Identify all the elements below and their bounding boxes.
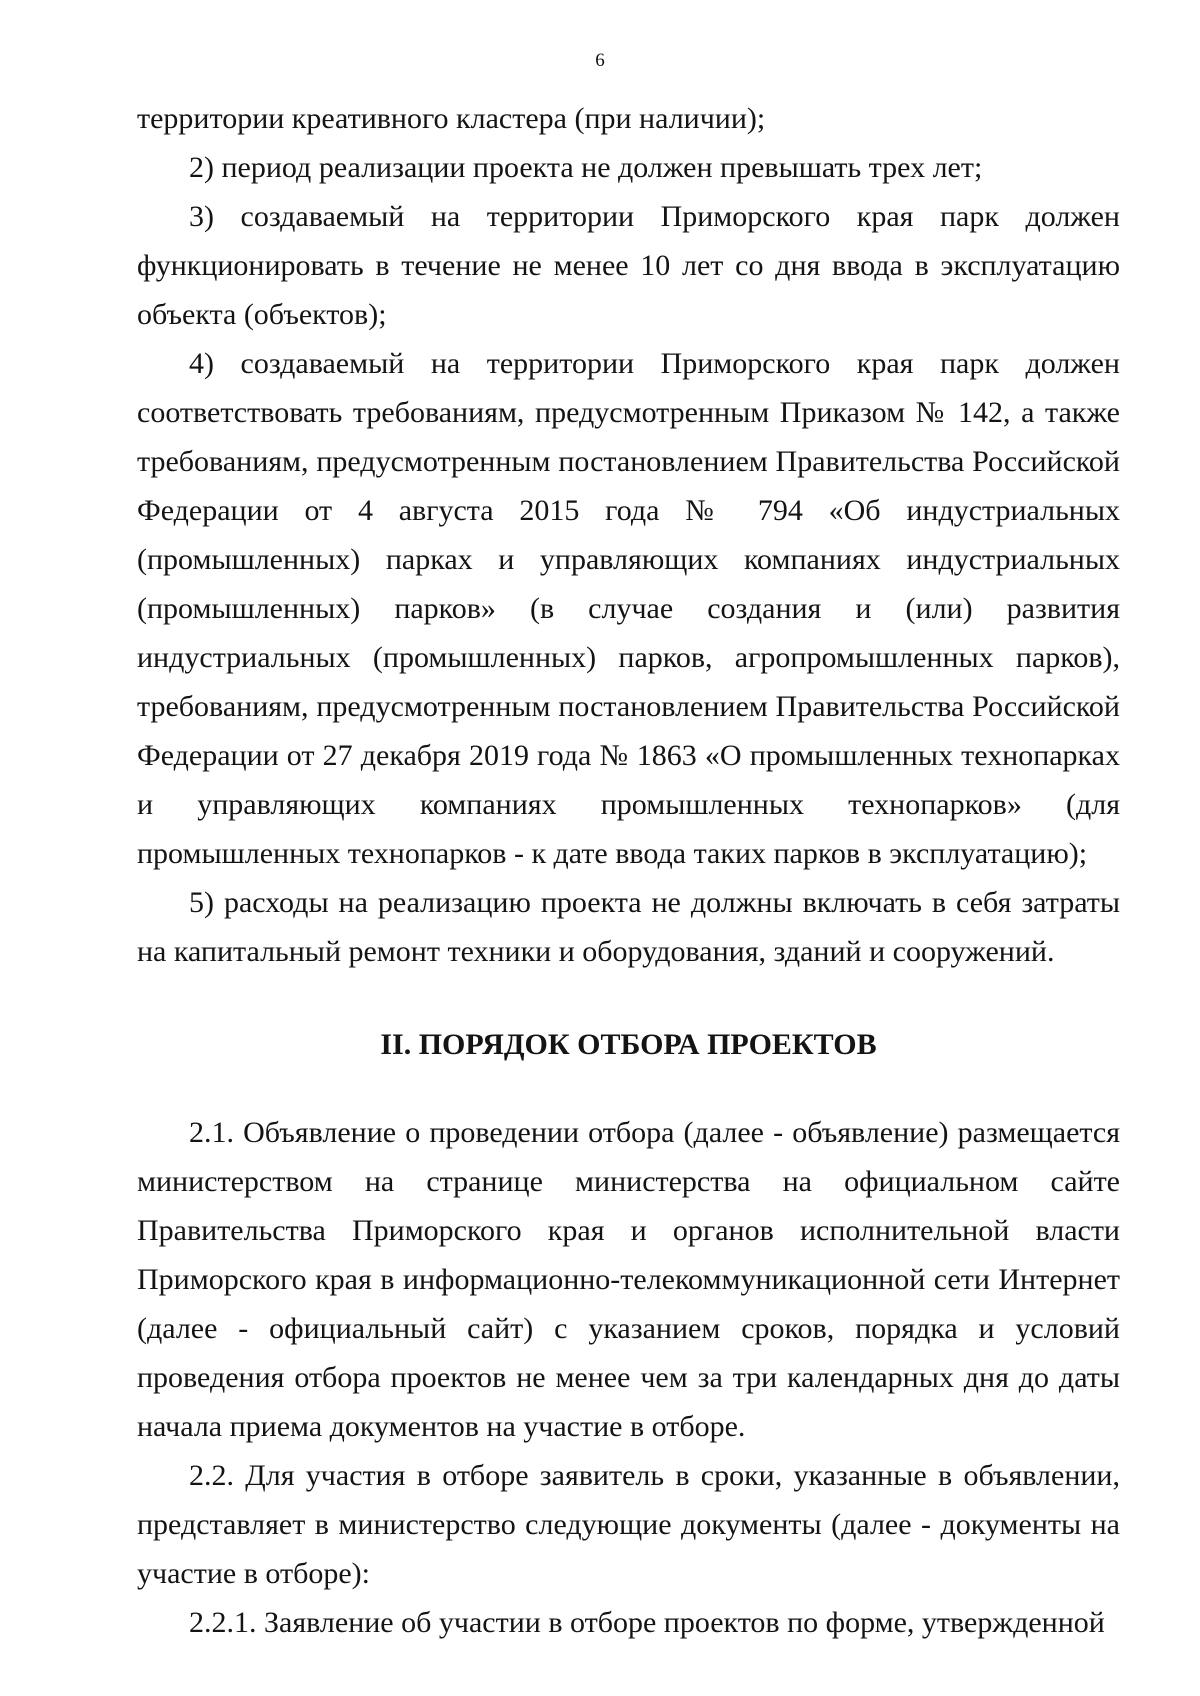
- paragraph-continuation: территории креативного кластера (при наличии);: [137, 102, 766, 135]
- paragraph-item-3: 3) создаваемый на территории Приморского края парк должен функционировать в течение не менее 10 лет со дня ввода в эксплуатацию объекта (объектов);: [137, 200, 1120, 331]
- page-number: 6: [595, 50, 605, 71]
- paragraph-item-4: 4) создаваемый на территории Приморского края парк должен соответствовать требованиям, предусмотренным Приказом № 142, а также требованиям, предусмотренным постановлением Правительства Российской Федерации от 4 августа 2015 года № 794 «Об индустриальных (промышленных) парках и управляющих компаниях индустриальных (промышленных) парков» (в случае создания и (или) развития индустриальных (промышленных) парков, агропромышленных парков), требованиям, предусмотренным постановлением Правительства Российской Федерации от 27 декабря 2019 года № 1863 «О промышленных технопарках и управляющих компаниях промышленных технопарков» (для промышленных технопарков - к дате ввода таких парков в эксплуатацию);: [137, 347, 1120, 870]
- paragraph-item-2: 2) период реализации проекта не должен превышать трех лет;: [189, 151, 983, 184]
- document-body: [137, 94, 1120, 1647]
- section-heading: II. ПОРЯДОК ОТБОРА ПРОЕКТОВ: [380, 1028, 877, 1061]
- paragraph-2-2: 2.2. Для участия в отборе заявитель в сроки, указанные в объявлении, представляет в министерство следующие документы (далее - документы на участие в отборе):: [137, 1459, 1120, 1590]
- paragraph-2-1: 2.1. Объявление о проведении отбора (далее - объявление) размещается министерством на странице министерства на официальном сайте Правительства Приморского края и органов исполнительной власти Приморского края в информационно-телекоммуникационной сети Интернет (далее - официальный сайт) с указанием сроков, порядка и условий проведения отбора проектов не менее чем за три календарных дня до даты начала приема документов на участие в отборе.: [137, 1116, 1120, 1443]
- paragraph-item-5: 5) расходы на реализацию проекта не должны включать в себя затраты на капитальный ремонт техники и оборудования, зданий и сооружений.: [137, 886, 1120, 968]
- paragraph-2-2-1: 2.2.1. Заявление об участии в отборе проектов по форме, утвержденной: [189, 1606, 1105, 1639]
